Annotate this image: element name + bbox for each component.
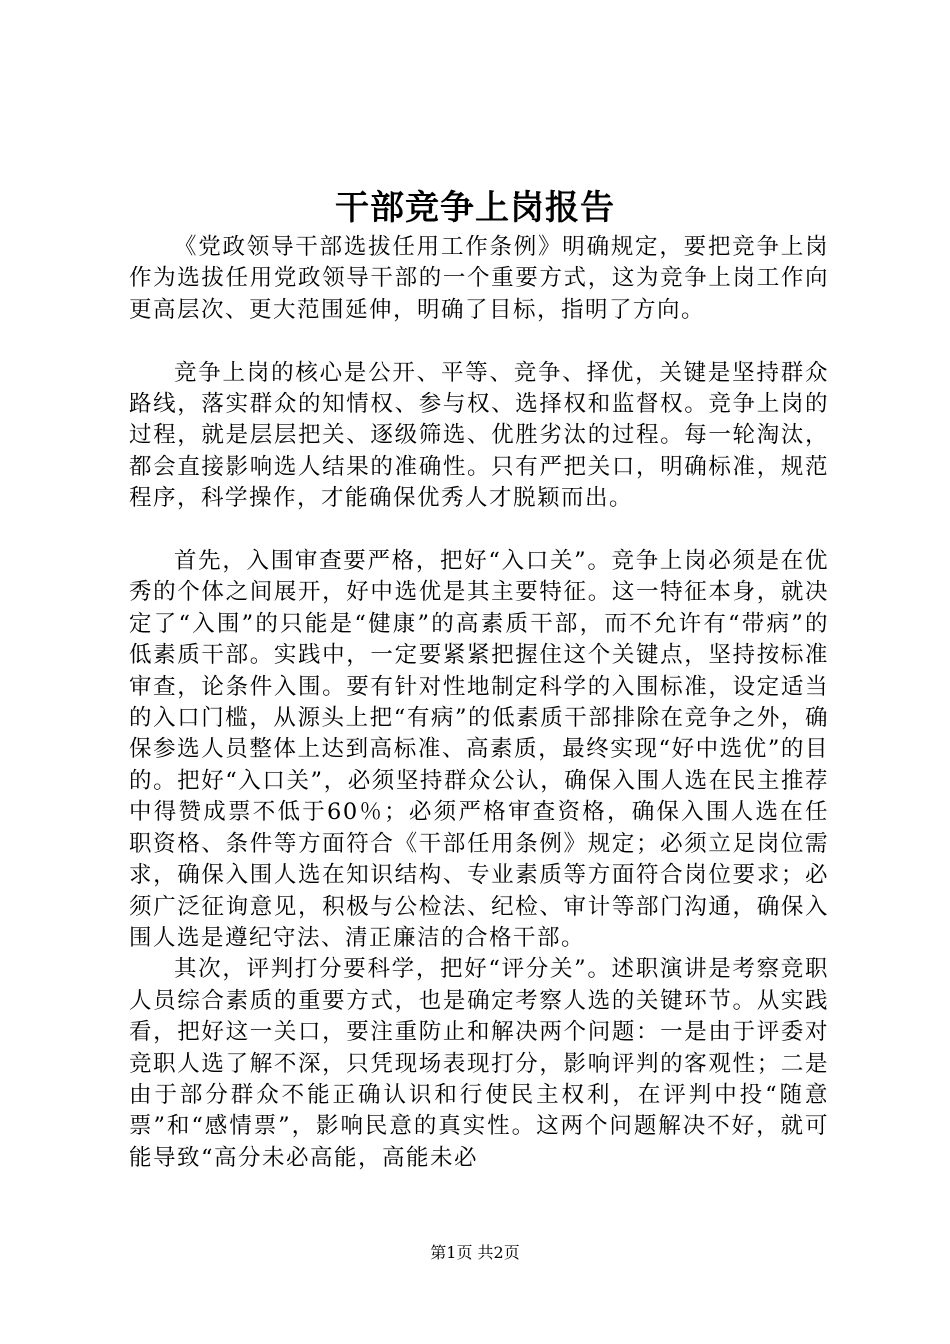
page-number-footer: 第1页 共2页 xyxy=(430,1243,520,1262)
paragraph-intro: 《党政领导干部选拔任用工作条例》明确规定，要把竞争上岗作为选拔任用党政领导干部的一个重要方式，这为竞争上岗工作向更高层次、更大范围延伸，明确了目标，指明了方向。 xyxy=(129,234,829,323)
paragraph-spacer xyxy=(129,515,829,546)
paragraph-second: 其次，评判打分要科学，把好“评分关”。述职演讲是考察竞职人员综合素质的重要方式，也是确定考察人选的关键环节。从实践看，把好这一关口，要注重防止和解决两个问题：一是由于评委对竞职人选了解不深，只凭现场表现打分，影响评判的客观性；二是由于部分群众不能正确认识和行使民主权利，在评判中投“随意票”和“感情票”，影响民意的真实性。这两个问题解决不好，就可能导致“高分未必高能，高能未必 xyxy=(129,956,829,1171)
paragraph-spacer xyxy=(129,326,829,357)
paragraph-first: 首先，入围审查要严格，把好“入口关”。竞争上岗必须是在优秀的个体之间展开，好中选优是其主要特征。这一特征本身，就决定了“入围”的只能是“健康”的高素质干部，而不允许有“带病”的低素质干部。实践中，一定要紧紧把握住这个关键点，坚持按标准审查，论条件入围。要有针对性地制定科学的入围标准，设定适当的入口门槛，从源头上把“有病”的低素质干部排除在竞争之外，确保参选人员整体上达到高标准、高素质，最终实现“好中选优”的目的。把好“入口关”，必须坚持群众公认，确保入围人选在民主推荐中得赞成票不低于60％；必须严格审查资格，确保入围人选在任职资格、条件等方面符合《干部任用条例》规定；必须立足岗位需求，确保入围人选在知识结构、专业素质等方面符合岗位要求；必须广泛征询意见，积极与公检法、纪检、审计等部门沟通，确保入围人选是遵纪守法、清正廉洁的合格干部。 xyxy=(129,548,829,951)
paragraph-core: 竞争上岗的核心是公开、平等、竞争、择优，关键是坚持群众路线，落实群众的知情权、参与权、选择权和监督权。竞争上岗的过程，就是层层把关、逐级筛选、优胜劣汰的过程。每一轮淘汰，都会直接影响选人结果的准确性。只有严把关口，明确标准，规范程序，科学操作，才能确保优秀人才脱颖而出。 xyxy=(129,359,829,512)
document-title: 干部竞争上岗报告 xyxy=(335,188,615,228)
document-body xyxy=(129,232,829,1174)
